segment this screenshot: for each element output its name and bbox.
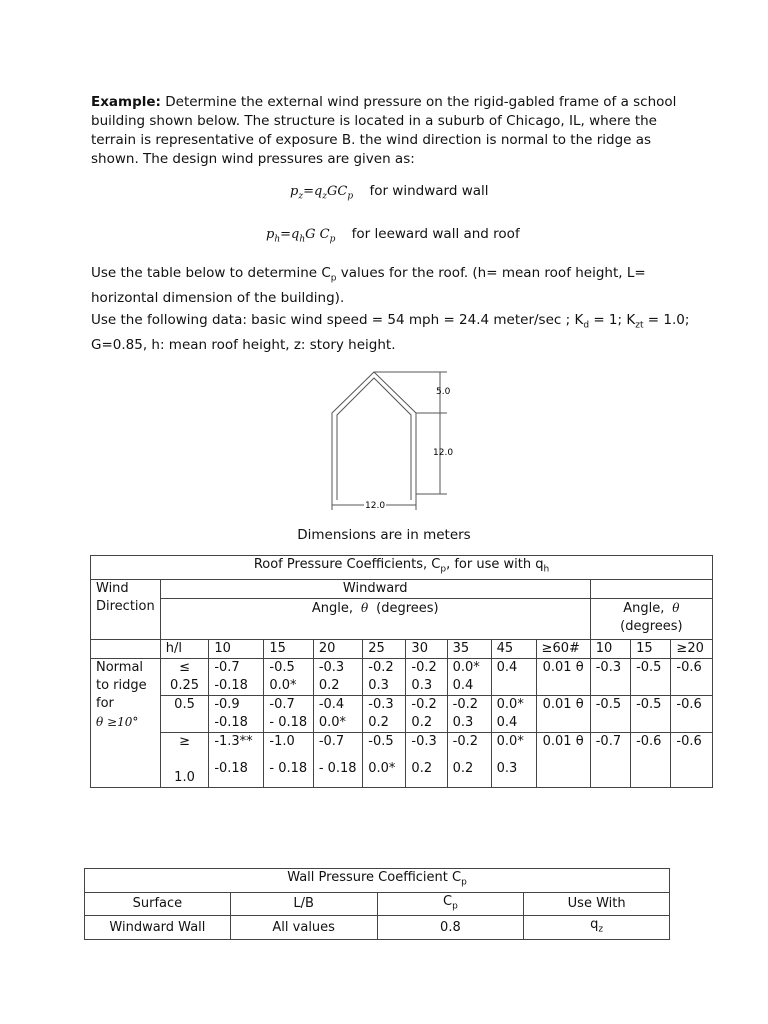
wind-direction-header: Wind Direction: [91, 579, 161, 639]
normal-to-ridge-cell: Normal to ridge for θ ≥10°: [91, 658, 161, 787]
angle-35: 35: [447, 639, 491, 658]
formula-leeward-desc: for leeward wall and roof: [351, 226, 520, 242]
wall-pressure-table: [84, 868, 670, 940]
wall-header-usewith: Use With: [524, 892, 670, 916]
angle-60: ≥60#: [536, 639, 590, 658]
hl-cell: ≥ 1.0: [160, 732, 209, 787]
hl-cell: 0.5: [160, 695, 209, 732]
hl-cell: ≤ 0.25: [160, 658, 209, 695]
roof-pressure-table: [90, 555, 713, 788]
angle-45: 45: [491, 639, 536, 658]
angle-15: 15: [264, 639, 313, 658]
table-row: Normal to ridge for θ ≥10° ≤ 0.25 -0.7 -0.5 -0.3 -0.2 -0.2 0.0* 0.4 0.01 θ -0.3 -0.5 -0.6: [91, 658, 713, 677]
angle-20: 20: [313, 639, 362, 658]
formula-leeward: $p_h=q_hG$ $C_p$ for leeward wall and roof: [266, 226, 520, 245]
table-row: -0.18 - 0.18 - 0.18 0.0* 0.2 0.2 0.3: [91, 760, 713, 788]
leeward-angle-header: Angle, θ (degrees): [590, 598, 712, 639]
windward-angle-header: Angle, θ (degrees): [160, 598, 590, 639]
wall-header-surface: Surface: [85, 892, 231, 916]
table-row: ≥ 1.0 -1.3** -1.0 -0.7 -0.5 -0.3 -0.2 0.0* 0.01 θ -0.7 -0.6 -0.6: [91, 732, 713, 760]
figure-caption: Dimensions are in meters: [297, 527, 471, 543]
roof-table-title: Roof Pressure Coefficients, $C_p$, for use with $q_h$: [91, 556, 713, 580]
gable-frame-diagram: [322, 368, 472, 518]
table-row: 0.5 -0.9 -0.7 -0.4 -0.3 -0.2 -0.2 0.0* 0.01 θ -0.5 -0.5 -0.6: [91, 695, 713, 714]
table-row: -0.18 - 0.18 0.0* 0.2 0.2 0.3 0.4: [91, 714, 713, 733]
example-label: Example:: [91, 94, 161, 110]
wall-header-lb: L/B: [230, 892, 377, 916]
data-paragraph: Use the following data: basic wind speed = 54 mph = 24.4 meter/sec ; $K_d = 1$; $K_{zt} = 1.0$; G=0.85, h: mean roof height, z: story height.: [91, 312, 690, 353]
angle-30: 30: [406, 639, 447, 658]
windward-header: Windward: [160, 579, 590, 598]
hl-header: h/l: [160, 639, 209, 658]
table-row: -0.18 0.0* 0.2 0.3 0.3 0.4: [91, 677, 713, 696]
formula-windward: $p_z=q_zGC_p$ for windward wall: [290, 183, 489, 202]
angle-10: 10: [209, 639, 264, 658]
table-row: Windward Wall All values 0.8 $q_z$: [85, 916, 670, 940]
leeward-angle-20: ≥20: [671, 639, 713, 658]
intro-paragraph: [91, 93, 691, 169]
dim-wall-height: 12.0: [433, 448, 454, 458]
intro-text: Determine the external wind pressure on the rigid-gabled frame of a school building shown below. The structure is located in a suburb of Chicago, IL, where the terrain is representative of exposure B. the wind direction is normal to the ridge as shown. The design wind pressures are given as:: [91, 94, 677, 167]
leeward-angle-10: 10: [590, 639, 630, 658]
dim-roof-height: 5.0: [436, 387, 451, 397]
dim-width: 12.0: [365, 501, 386, 511]
wall-table-title: Wall Pressure Coefficient $C_p$: [85, 869, 670, 893]
leeward-angle-15: 15: [631, 639, 671, 658]
wall-header-cp: $C_p$: [377, 892, 524, 916]
formula-windward-desc: for windward wall: [369, 183, 489, 199]
instruction-paragraph: Use the table below to determine $C_p$ values for the roof. (h= mean roof height, L= horizontal dimension of the building).: [91, 265, 646, 306]
angle-25: 25: [363, 639, 406, 658]
